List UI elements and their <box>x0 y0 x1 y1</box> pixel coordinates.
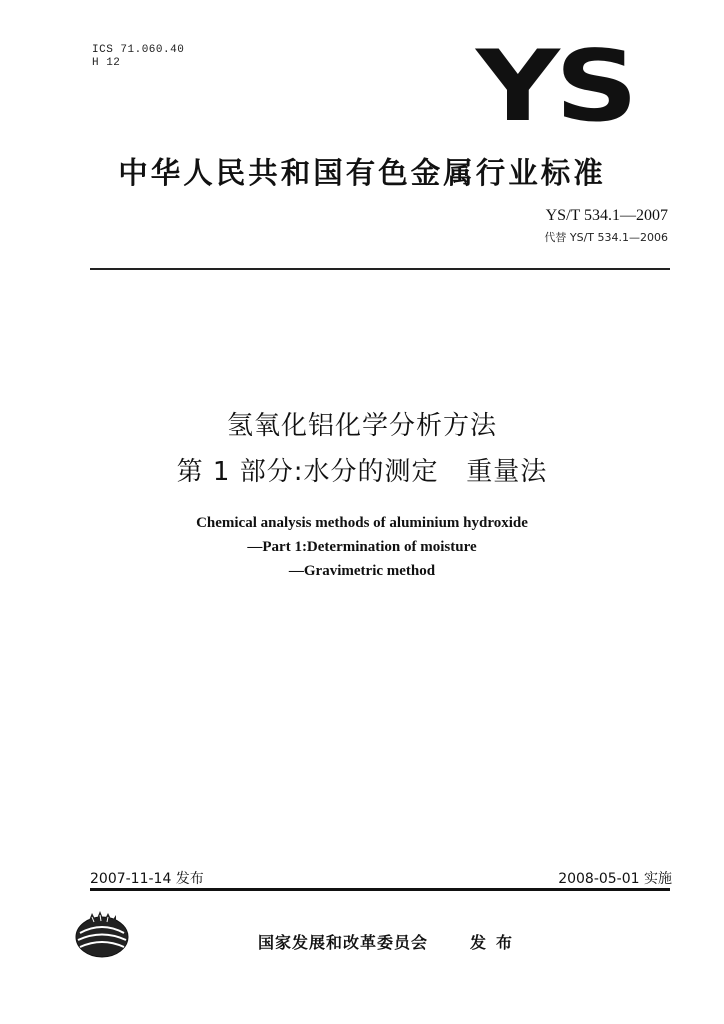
issuing-authority: 国家发展和改革委员会 <box>258 933 429 952</box>
chinese-title-line-2: 第 1 部分:水分的测定 重量法 <box>176 457 548 487</box>
top-divider <box>90 268 670 270</box>
clc-code: H 12 <box>92 57 121 69</box>
replaces-code: 代替 YS/T 534.1—2006 <box>544 231 668 244</box>
chinese-title-line-1: 氢氧化铝化学分析方法 <box>226 411 497 441</box>
issue-date: 2007-11-14 发布 <box>90 871 204 887</box>
standard-title: 中华人民共和国有色金属行业标准 <box>118 156 606 190</box>
standard-code: YS/T 534.1—2007 <box>545 207 668 224</box>
ys-logo: YS <box>476 30 634 144</box>
english-title-line-3: —Gravimetric method <box>288 563 436 579</box>
implementation-date: 2008-05-01 实施 <box>558 871 672 887</box>
bottom-divider <box>90 888 670 891</box>
ics-code: ICS 71.060.40 <box>92 44 185 56</box>
english-title-line-1: Chemical analysis methods of aluminium hydroxide <box>196 515 528 531</box>
english-title-line-2: —Part 1:Determination of moisture <box>247 539 477 555</box>
national-emblem-icon <box>72 903 132 963</box>
publish-label: 发布 <box>470 933 523 952</box>
